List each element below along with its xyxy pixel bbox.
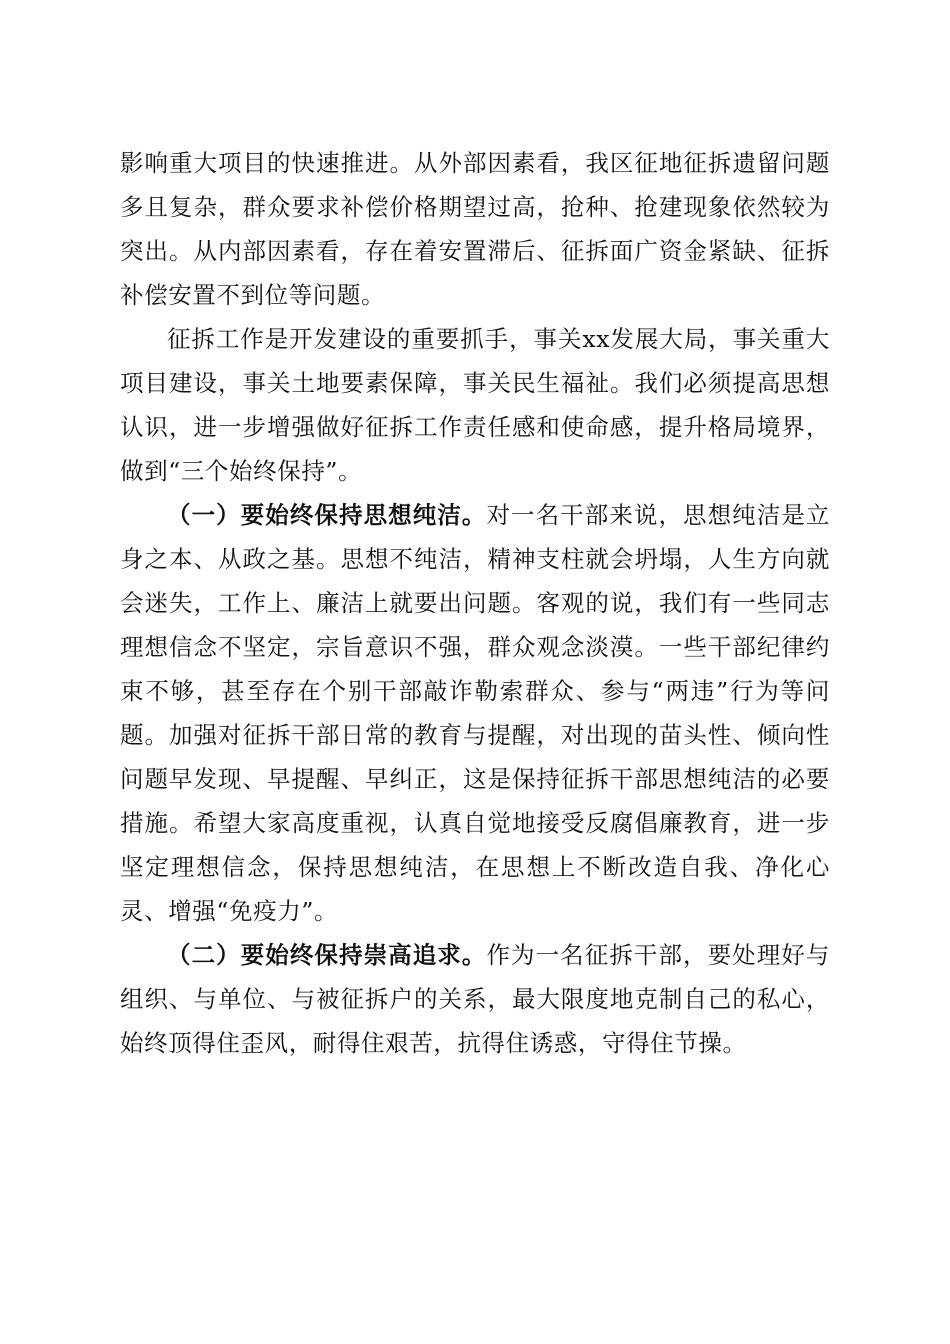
section-heading: （一）要始终保持思想纯洁。 bbox=[167, 501, 487, 529]
paragraph-section-two bbox=[120, 933, 830, 1065]
paragraph-section-one bbox=[120, 493, 830, 933]
document-body bbox=[120, 141, 830, 1065]
paragraph-text: 对一名干部来说，思想纯洁是立身之本、从政之基。思想不纯洁，精神支柱就会坍塌，人生方向就会迷失，工作上、廉洁上就要出问题。客观的说，我们有一些同志理想信念不坚定，宗旨意识不强，群众观念淡漠。一些干部纪律约束不够，甚至存在个别干部敲诈勒索群众、参与“两违”行为等问题。加强对征拆干部日常的教育与提醒，对出现的苗头性、倾向性问题早发现、早提醒、早纠正，这是保持征拆干部思想纯洁的必要措施。希望大家高度重视，认真自觉地接受反腐倡廉教育，进一步坚定理想信念，保持思想纯洁，在思想上不断改造自我、净化心灵、增强“免疫力”。 bbox=[120, 501, 830, 925]
paragraph-text: 征拆工作是开发建设的重要抓手，事关xx发展大局，事关重大项目建设，事关土地要素保障，事关民生福祉。我们必须提高思想认识，进一步增强做好征拆工作责任感和使命感，提升格局境界，做到“三个始终保持”。 bbox=[120, 325, 830, 485]
paragraph-text: 影响重大项目的快速推进。从外部因素看，我区征地征拆遗留问题多且复杂，群众要求补偿价格期望过高，抢种、抢建现象依然较为突出。从内部因素看，存在着安置滞后、征拆面广资金紧缺、征拆补偿安置不到位等问题。 bbox=[120, 149, 830, 309]
paragraph-continuation bbox=[120, 141, 830, 317]
paragraph-overview bbox=[120, 317, 830, 493]
paragraph-text: 作为一名征拆干部，要处理好与组织、与单位、与被征拆户的关系，最大限度地克制自己的私心，始终顶得住歪风，耐得住艰苦，抗得住诱惑，守得住节操。 bbox=[120, 941, 830, 1057]
section-heading: （二）要始终保持崇高追求。 bbox=[167, 941, 487, 969]
